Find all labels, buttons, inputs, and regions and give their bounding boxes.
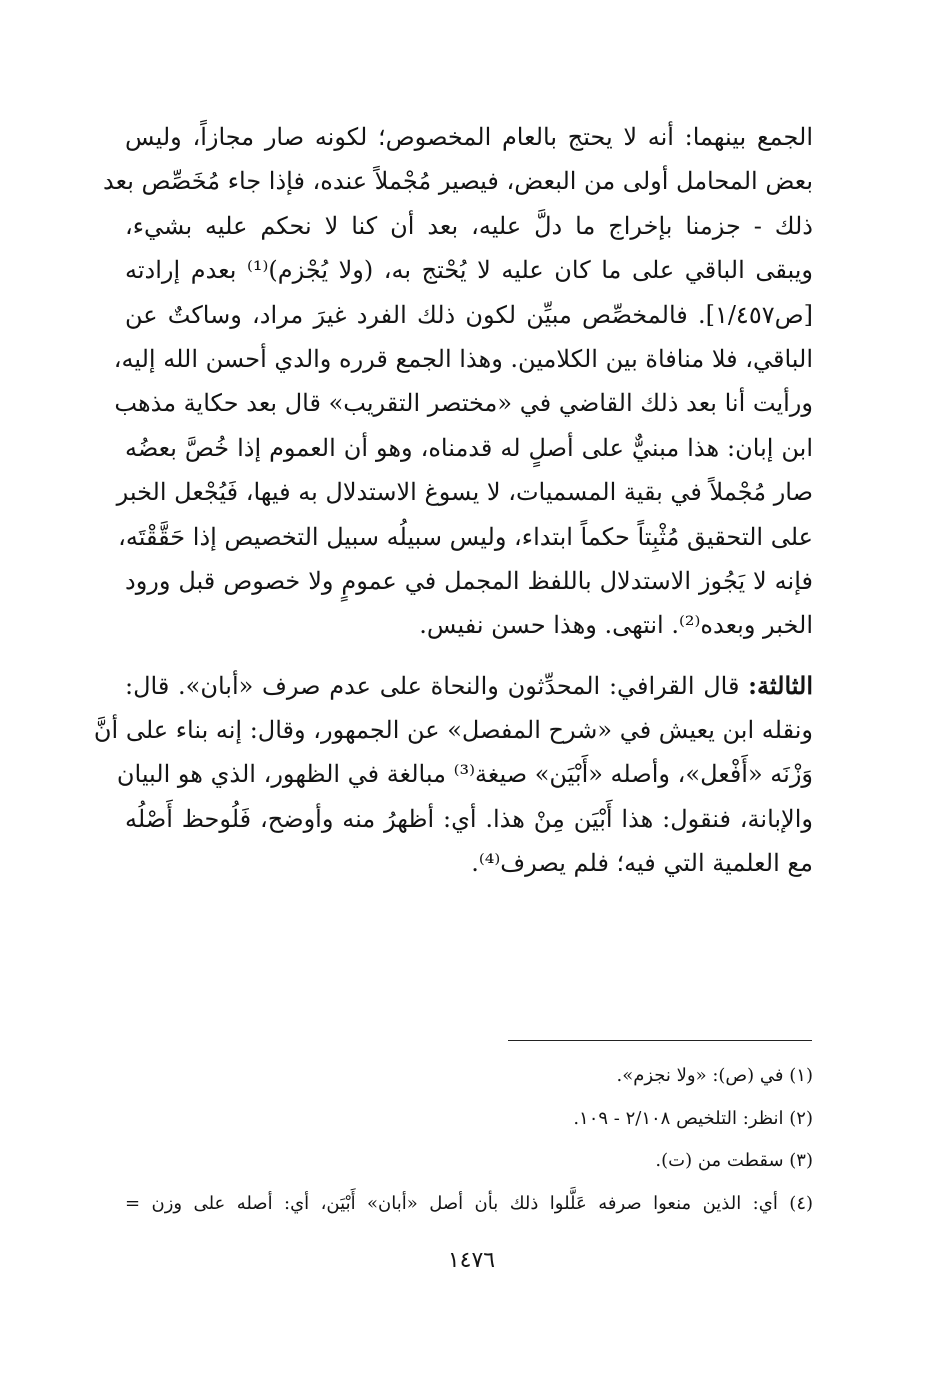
footnotes [125, 1055, 813, 1225]
text-line: ابن إبان: هذا مبنيٌّ على أصلٍ له قدمناه، وهو أن العموم إذا خُصَّ بعضُه [125, 433, 813, 462]
text-line: [ص١/٤٥٧]. فالمخصِّص مبيِّن لكون ذلك الفرد غيرَ مراد، وساكتٌ عن [125, 300, 813, 329]
section-heading: الثالثة: [748, 670, 813, 700]
text-line: الجمع بينهما: أنه لا يحتج بالعام المخصوص؛ لكونه صار مجازاً، وليس [125, 123, 813, 151]
main-text [93, 115, 814, 886]
footnote-separator [508, 1040, 812, 1041]
text-line: صار مُجْملاً في بقية المسميات، لا يسوغ الاستدلال به فيها، فَيُجْعل الخبر [116, 478, 813, 507]
text-line: والإبانة، فنقول: هذا أَبْيَن مِنْ هذا. أي: أظهرُ منه وأوضح، فَلُوحظ أَصْلُه [125, 804, 814, 833]
text-line: فإنه لا يَجُوز الاستدلال باللفظ المجمل في عمومٍ ولا خصوص قبل ورود [125, 566, 813, 595]
text-line: ونقله ابن يعيش في «شرح المفصل» عن الجمهور، وقال: إنه بناء على أنَّ [93, 716, 813, 745]
text-line: مع العلمية التي فيه؛ فلم يصرف⁽⁴⁾. [471, 849, 813, 878]
footnote: (١) في (ص): «ولا نجزم». [616, 1065, 813, 1086]
text-line: الباقي، فلا منافاة بين الكلامين. وهذا الجمع قرره والدي أحسن الله إليه، [113, 344, 813, 373]
text-line: الخبر وبعده⁽²⁾. انتهى. وهذا حسن نفيس. [419, 611, 813, 640]
text-line: ذلك - جزمنا بإخراج ما دلَّ عليه، بعد أن كنا لا نحكم عليه بشيء، [125, 211, 813, 240]
footnote: (٤) أي: الذين منعوا صرفه عَلَّلوا ذلك بأن أصل «أبان» أَبْيَن، أي: أصله على وزن = [125, 1192, 814, 1214]
text-span: قال القرافي: المحدِّثون والنحاة على عدم صرف «أبان». قال: [125, 671, 749, 700]
text-line: بعض المحامل أولى من البعض، فيصير مُجْملاً عنده، فإذا جاء مُخَصِّص بعد [103, 167, 813, 196]
text-line: وَزْنَه «أَفْعل»، وأصله «أَبْيَن» صيغة⁽³⁾ مبالغة في الظهور، الذي هو البيان [116, 760, 813, 789]
text-line: ورأيت أنا بعد ذلك القاضي في «مختصر التقريب» قال بعد حكاية مذهب [114, 389, 813, 418]
page-number: ١٤٧٦ [447, 1248, 496, 1273]
text-line [125, 664, 813, 708]
footnote: (٢) انظر: التلخيص ٢/١٠٨ - ١٠٩. [573, 1107, 813, 1129]
footnote: (٣) سقطت من (ت). [655, 1150, 813, 1172]
text-line: على التحقيق مُثْبِتاً حكماً ابتداء، وليس سبيلُه سبيل التخصيص إذا حَقَّقْتَه، [118, 522, 813, 551]
text-line: ويبقى الباقي على ما كان عليه لا يُحْتج به، (ولا يُجْزم)⁽¹⁾ بعدم إرادته [125, 256, 813, 285]
paragraph-gap [125, 648, 813, 664]
